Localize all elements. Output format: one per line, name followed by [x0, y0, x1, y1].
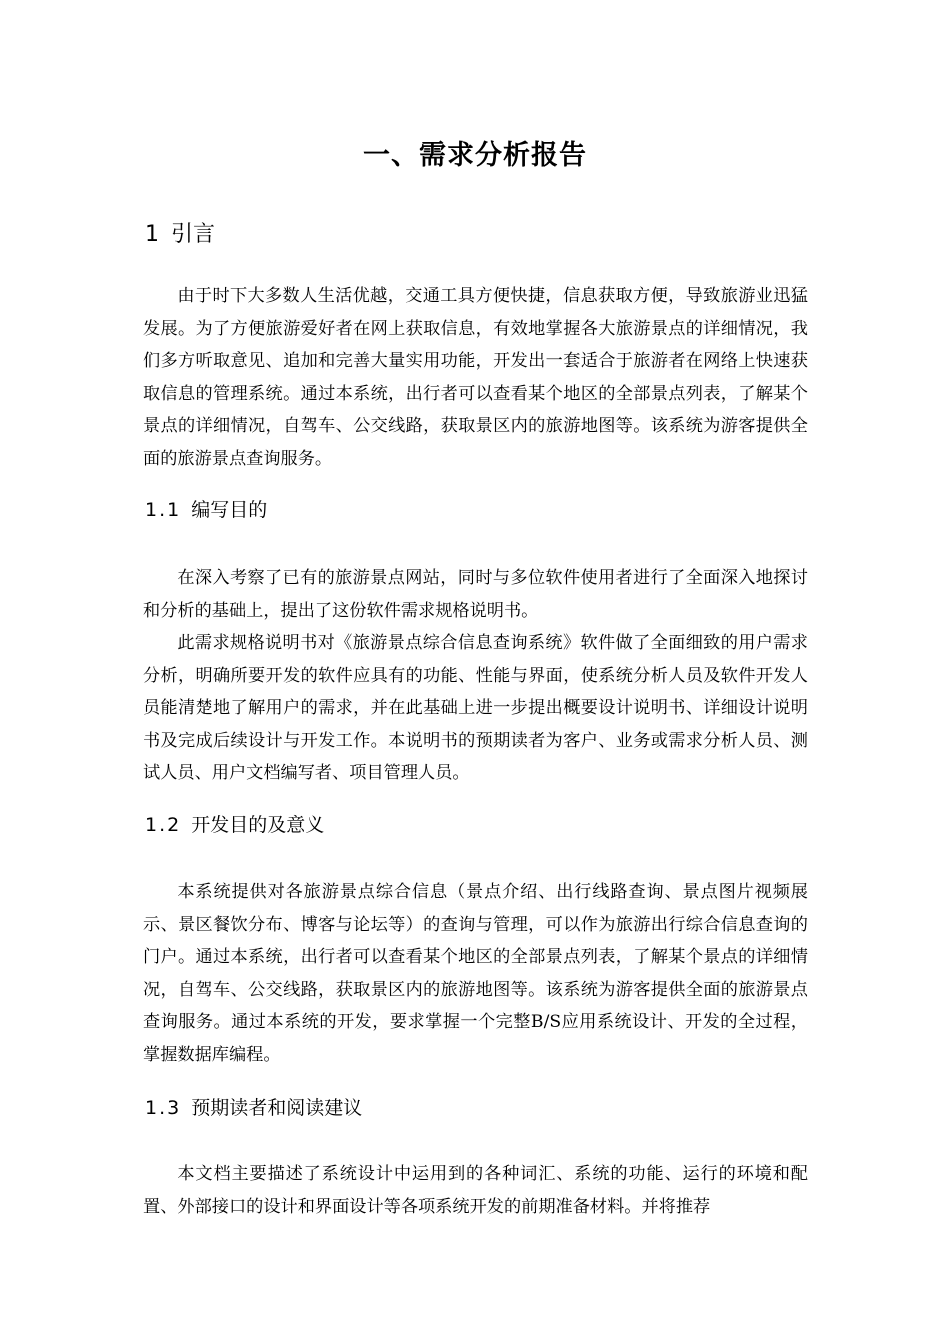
paragraph-intro: 由于时下大多数人生活优越，交通工具方便快捷，信息获取方便，导致旅游业迅猛发展。为了方便旅游爱好者在网上获取信息，有效地掌握各大旅游景点的详细情况，我们多方听取意见、追加和完善大量实用功能，开发出一套适合于旅游者在网络上快速获取信息的管理系统。通过本系统，出行者可以查看某个地区的全部景点列表，了解某个景点的详细情况，自驾车、公交线路，获取景区内的旅游地图等。该系统为游客提供全面的旅游景点查询服务。 [143, 286, 808, 469]
section-heading-1-1 [145, 496, 267, 524]
section-title: 开发目的及意义 [191, 814, 325, 836]
section-title: 预期读者和阅读建议 [191, 1097, 363, 1119]
section-title: 引言 [171, 222, 216, 247]
section-title: 编写目的 [191, 499, 268, 521]
paragraph-purpose-2: 此需求规格说明书对《旅游景点综合信息查询系统》软件做了全面细致的用户需求分析，明确所要开发的软件应具有的功能、性能与界面，使系统分析人员及软件开发人员能清楚地了解用户的需求，并在此基础上进一步提出概要设计说明书、详细设计说明书及完成后续设计与开发工作。本说明书的预期读者为客户、业务或需求分析人员、测试人员、用户文档编写者、项目管理人员。 [143, 633, 808, 784]
page-title: 一、需求分析报告 [363, 140, 587, 171]
section-heading-1-3 [145, 1094, 362, 1122]
section-number: 1.2 [145, 814, 182, 836]
paragraph-purpose-1: 在深入考察了已有的旅游景点网站，同时与多位软件使用者进行了全面深入地探讨和分析的基础上，提出了这份软件需求规格说明书。 [143, 568, 808, 621]
section-heading-1 [145, 219, 215, 251]
section-number: 1.1 [145, 499, 182, 521]
paragraph-significance: 本系统提供对各旅游景点综合信息（景点介绍、出行线路查询、景点图片视频展示、景区餐饮分布、博客与论坛等）的查询与管理，可以作为旅游出行综合信息查询的门户。通过本系统，出行者可以查看某个地区的全部景点列表，了解某个景点的详细情况，自驾车、公交线路，获取景区内的旅游地图等。该系统为游客提供全面的旅游景点查询服务。通过本系统的开发，要求掌握一个完整B/S应用系统设计、开发的全过程，掌握数据库编程。 [143, 882, 808, 1065]
section-heading-1-2 [145, 811, 324, 839]
paragraph-readers: 本文档主要描述了系统设计中运用到的各种词汇、系统的功能、运行的环境和配置、外部接口的设计和界面设计等各项系统开发的前期准备材料。并将推荐 [143, 1164, 808, 1217]
section-number: 1.3 [145, 1097, 182, 1119]
section-number: 1 [145, 222, 161, 247]
